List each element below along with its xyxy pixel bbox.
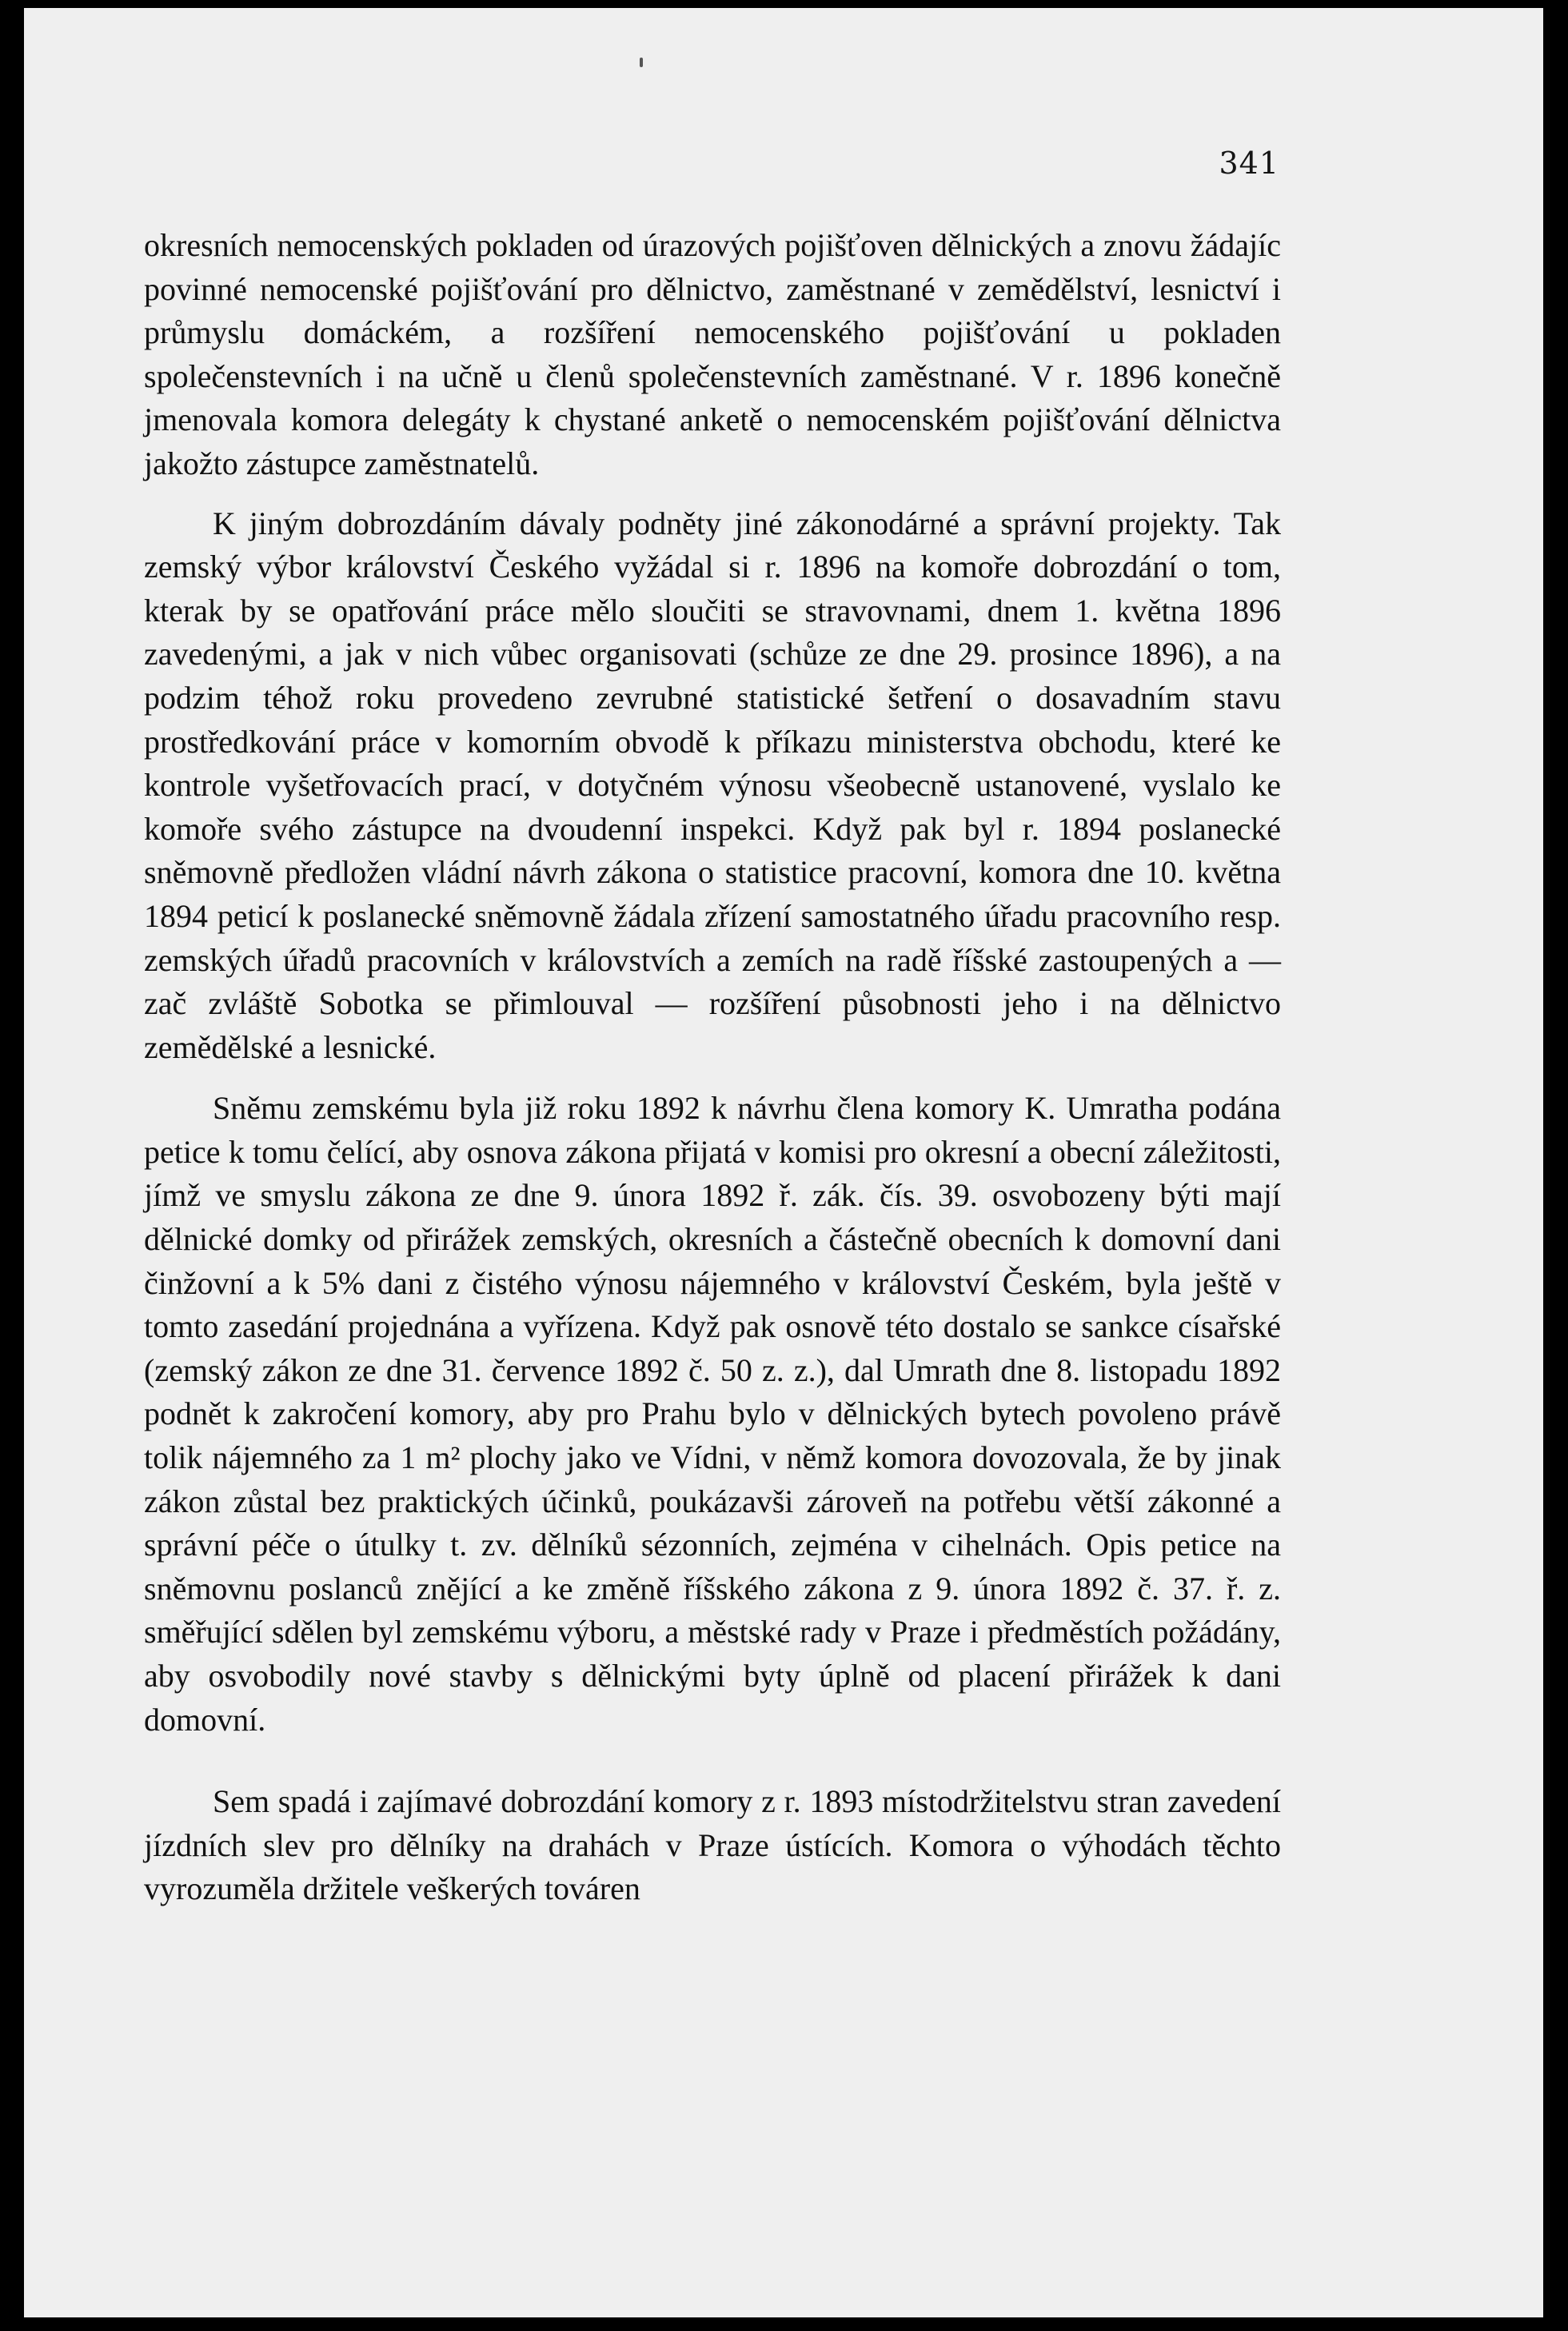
scanned-page bbox=[24, 8, 1543, 2317]
paragraph-1: okresních nemocenských pokladen od úrazových pojišťoven dělnických a znovu žádajíc povinné nemocenské pojišťování pro dělnictvo, zaměstnané v zemědělství, lesnictví i průmyslu domáckém, a rozšíření nemocenského pojišťování u pokladen společenstevních i na učně u členů společenstevních zaměstnané. V r. 1896 konečně jmenovala komora delegáty k chystané anketě o nemocenském pojišťování dělnictva jakožto zástupce zaměstnatelů. bbox=[144, 227, 1281, 481]
paragraph-4: Sem spadá i zajímavé dobrozdání komory z r. 1893 místodržitelstvu stran zavedení jízdních slev pro dělníky na drahách v Praze ústících. Komora o výhodách těchto vyrozuměla držitele veškerých továren bbox=[144, 1783, 1281, 1907]
page-number: 341 bbox=[1219, 146, 1279, 181]
paragraph-3: Sněmu zemskému byla již roku 1892 k návrhu člena komory K. Umratha podána petice k tomu čelící, aby osnova zákona přijatá v komisi pro okresní a obecní záležitosti, jímž ve smyslu zákona ze dne 9. února 1892 ř. zák. čís. 39. osvobozeny býti mají dělnické domky od přirážek zemských, okresních a částečně obecních k domovní dani činžovní a k 5% dani z čistého výnosu nájemného v království Českém, byla ještě v tomto zasedání projednána a vyřízena. Když pak osnově této dostalo se sankce císařské (zemský zákon ze dne 31. července 1892 č. 50 z. z.), dal Umrath dne 8. listopadu 1892 podnět k zakročení komory, aby pro Prahu bylo v dělnických bytech povoleno právě tolik nájemného za 1 m² plochy jako ve Vídni, v němž komora dovozovala, že by jinak zákon zůstal bez praktických účinků, poukázavši zároveň na potřebu větší zákonné a správní péče o útulky t. zv. dělníků sézonních, zejména v cihelnách. Opis petice na sněmovnu poslanců znějící a ke změně říšského zákona z 9. února 1892 č. 37. ř. z. směřující sdělen byl zemskému výboru, a městské rady v Praze i předměstích požádány, aby osvobodily nové stavby s dělnickými byty úplně od placení přirážek k dani domovní. bbox=[144, 1090, 1281, 1738]
body-text bbox=[144, 224, 1281, 1911]
paragraph-2: K jiným dobrozdáním dávaly podněty jiné zákonodárné a správní projekty. Tak zemský výbor království Českého vyžádal si r. 1896 na komoře dobrozdání o tom, kterak by se opatřování práce mělo sloučiti se stravovnami, dnem 1. května 1896 zavedenými, a jak v nich vůbec organisovati (schůze ze dne 29. prosince 1896), a na podzim téhož roku provedeno zevrubné statistické šetření o dosavadním stavu prostředkování práce v komorním obvodě k příkazu ministerstva obchodu, které ke kontrole vyšetřovacích prací, v dotyčném výnosu všeobecně ustanovené, vyslalo ke komoře svého zástupce na dvoudenní inspekci. Když pak byl r. 1894 poslanecké sněmovně předložen vládní návrh zákona o statistice pracovní, komora dne 10. května 1894 peticí k poslanecké sněmovně žádala zřízení samostatného úřadu pracovního resp. zemských úřadů pracovních v královstvích a zemích na radě říšské zastoupených a — zač zvláště Sobotka se přimlouval — rozšíření působnosti jeho i na dělnictvo zemědělské a lesnické. bbox=[144, 505, 1281, 1065]
scan-speck bbox=[640, 58, 643, 67]
